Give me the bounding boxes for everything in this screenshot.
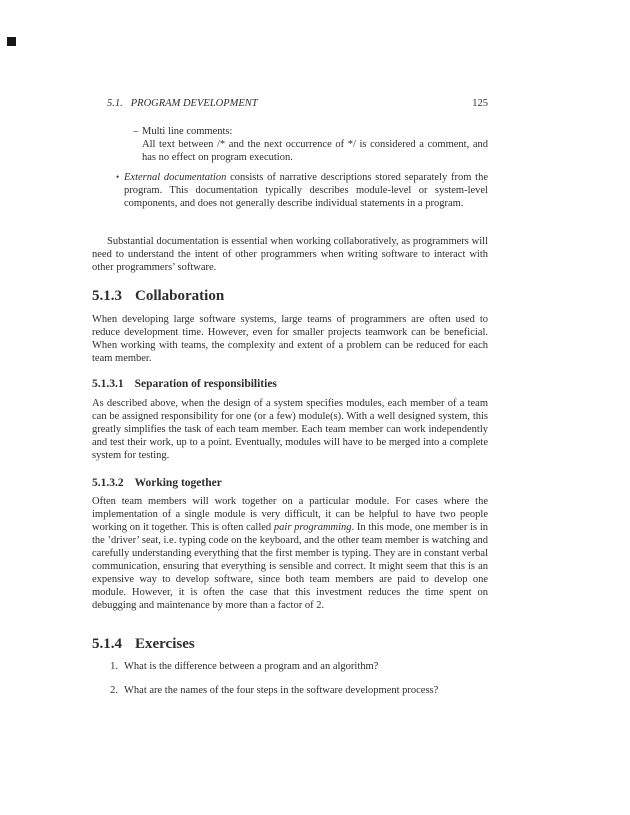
- exercise-number: 1.: [110, 661, 118, 672]
- section-heading-collaboration: [92, 288, 224, 305]
- external-doc-body: [124, 171, 488, 210]
- exercise-item-1: [104, 660, 604, 673]
- section-title: Exercises: [135, 636, 195, 652]
- section-heading-exercises: [92, 636, 195, 653]
- header-section-title: [107, 97, 258, 110]
- subsection-number: 5.1.3.2: [92, 477, 124, 489]
- dash-marker: –: [133, 126, 139, 137]
- pair-programming-term: pair programming: [273, 522, 352, 533]
- corner-mark: [7, 37, 16, 46]
- exercise-item-2: [104, 684, 604, 697]
- list-item-external-documentation: [116, 171, 488, 210]
- paragraph-separation: As described above, when the design of a system specifies modules, each member of a team can be assigned responsibility for one (or a few) module(s). With a well designed system, this greatly simplifies the task of each team member. Each team member can work independently and test their work, up to a point. Eventually, modules will have to be merged into a complete system for testing.: [92, 398, 488, 461]
- working-text-after: . In this mode, one member is in the ’driver’ seat, i.e. typing code on the keyboard, and the other team member is watching and carefully understanding everything that the first member is typing. They are in constant verbal communication, ensuring that everything is sensible and correct. It might seem that this is an expensive way to develop software, since both team members are paid to develop one module. However, it is often the case that this investment reduces the time spent on debugging and maintenance by more than a factor of 2.: [92, 522, 489, 611]
- subsection-title: Working together: [134, 477, 222, 489]
- external-doc-text: consists of narrative descriptions stored separately from the program. This documentation typically describes module-level or system-level components, and does not generally describe individual statements in a program.: [124, 172, 489, 209]
- paragraph-collaboration: When developing large software systems, large teams of programmers are often used to reduce development time. However, even for smaller projects teamwork can be beneficial. When working with teams, the complexity and extent of a problem can be reduced for each team member.: [92, 314, 488, 364]
- section-number: 5.1.4: [92, 636, 122, 652]
- bullet-marker: •: [116, 172, 120, 182]
- page-number: 125: [472, 98, 488, 109]
- paragraph-documentation: Substantial documentation is essential when working collaboratively, as programmers will need to understand the intent of other programmers when writing software to interact with other programmers’ software.: [92, 236, 488, 273]
- subsection-heading-working-together: [92, 477, 222, 490]
- running-header: [107, 97, 488, 110]
- section-number: 5.1.3: [92, 288, 122, 304]
- section-title: Collaboration: [135, 288, 225, 304]
- exercise-text: What is the difference between a program and an algorithm?: [124, 661, 379, 672]
- working-text-before: Often team members will work together on a particular module. For cases where the implementation of a single module is very difficult, it can be helpful to have two people working on it together. This is often called: [92, 496, 488, 533]
- header-section-name: PROGRAM DEVELOPMENT: [130, 98, 258, 109]
- header-section-number: 5.1.: [107, 98, 123, 109]
- comments-item-body: All text between /* and the next occurrence of */ is considered a comment, and has no effect on program execution.: [142, 139, 488, 163]
- exercise-text: What are the names of the four steps in the software development process?: [124, 685, 439, 696]
- subsection-title: Separation of responsibilities: [134, 378, 277, 390]
- list-item-multiline-comments: [133, 125, 488, 164]
- comments-item-title: Multi line comments:: [142, 126, 233, 137]
- paragraph-working-together: [92, 495, 488, 612]
- subsection-heading-separation: [92, 378, 277, 391]
- exercise-number: 2.: [110, 685, 118, 696]
- external-doc-term: External documentation: [124, 172, 227, 183]
- subsection-number: 5.1.3.1: [92, 378, 124, 390]
